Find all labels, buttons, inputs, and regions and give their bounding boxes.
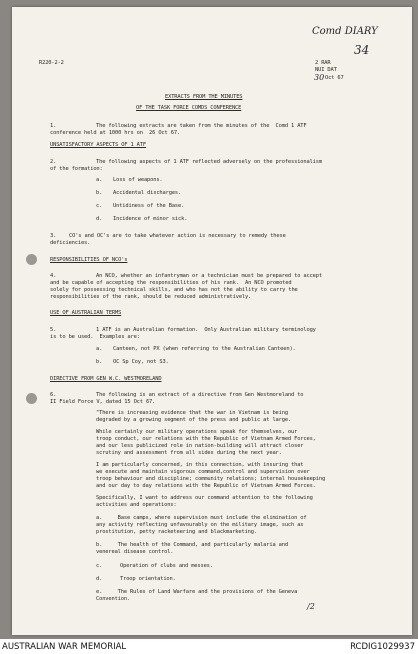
punch-hole [26, 254, 37, 265]
handwritten-diary-label: Comd DIARY [312, 26, 378, 37]
section-heading-directive: DIRECTIVE FROM GEN W.C. WESTMORELAND [50, 376, 162, 382]
location: NUI DAT [315, 67, 337, 73]
list-letter: a. [96, 346, 103, 352]
quote-line: troop behaviour and discipline; community relations; internal housekeeping [96, 476, 326, 482]
page-subtitle: OF THE TASK FORCE COMDS CONFERENCE [136, 105, 242, 111]
para-1-line: The following extracts are taken from the minutes of the Comd 1 ATF [96, 123, 307, 129]
archive-reference: RCDIG1029937 [350, 642, 415, 652]
punch-hole [26, 393, 37, 404]
para-2-line: of the formation: [50, 166, 103, 172]
unit-name: 2 RAR [315, 60, 331, 66]
para-2-number: 2. [50, 159, 57, 165]
para-4-line: An NCO, whether an infantryman or a technician must be prepared to accept [96, 273, 322, 279]
archive-name: AUSTRALIAN WAR MEMORIAL [2, 642, 127, 652]
quote-line: degraded by a growing segment of the press and public at large. [96, 417, 292, 423]
para-3-line: CO's and OC's are to take whatever action is necessary to remedy these [69, 233, 286, 239]
quote-line: we execute and maintain vigorous command,control and supervision over [96, 469, 310, 475]
list-letter: b. [96, 359, 103, 365]
para-5-number: 5. [50, 327, 57, 333]
file-reference: R220-2-2 [39, 60, 64, 66]
para-5-line: is to be used. Examples are: [50, 334, 140, 340]
directive-item-d: Troop orientation. [120, 576, 176, 582]
list-item: Canteen, not PX (when referring to the Australian Canteen). [113, 346, 296, 352]
quote-line: While certainly our military operations speak for themselves, our [96, 429, 298, 435]
list-item: Incidence of minor sick. [113, 216, 188, 222]
quote-line: and our day to day relations with the Republic of Vietnam Armed Forces. [96, 483, 316, 489]
directive-item-a: a. Base camps, where supervision must include the elimination of [96, 515, 307, 521]
quote-line: troop conduct, our relations with the Republic of Vietnam Armed Forces, [96, 436, 316, 442]
page-continuation-mark: /2 [307, 602, 315, 611]
para-2-line: The following aspects of 1 ATF reflected adversely on the professionalism [96, 159, 322, 165]
directive-item-e: Convention. [96, 596, 131, 602]
para-6-line: The following is an extract of a directive from Gen Westmoreland to [96, 392, 304, 398]
list-item: Loss of weapons. [113, 177, 163, 183]
directive-item-e: e. The Rules of Land Warfare and the provisions of the Geneva [96, 589, 298, 595]
directive-item-a: prostitution, petty racketeering and blackmarketing. [96, 529, 257, 535]
list-item: Accidental discharges. [113, 190, 182, 196]
list-letter: d. [96, 576, 103, 582]
document-page [12, 7, 412, 635]
list-letter: c. [96, 203, 103, 209]
list-letter: c. [96, 563, 103, 569]
para-4-line: solely for possessing technical skills, and who has not the ability to carry the [50, 287, 298, 293]
list-letter: a. [96, 177, 103, 183]
quote-line: and our less publicized role in nation-building will attract closer [96, 443, 304, 449]
list-letter: b. [96, 190, 103, 196]
section-heading-unsatisfactory: UNSATISFACTORY ASPECTS OF 1 ATF [50, 142, 146, 148]
quote-line: scrutiny and assessment from all sides during the next year. [96, 450, 282, 456]
quote-line: activities and operations: [96, 502, 177, 508]
para-4-line: and be capable of accepting the responsibilities of his rank. An NCO promoted [50, 280, 292, 286]
para-6-number: 6. [50, 392, 57, 398]
directive-item-c: Operation of clubs and messes. [120, 563, 213, 569]
directive-item-b: venereal disease control. [96, 549, 174, 555]
directive-item-b: b. The health of the Command, and particularly malaria and [96, 542, 288, 548]
handwritten-diary-number: 34 [354, 43, 370, 57]
para-3-line: deficiencies. [50, 240, 91, 246]
quote-line: I am particularly concerned, in this connection, with insuring that [96, 462, 304, 468]
para-3-number: 3. [50, 233, 57, 239]
handwritten-day: 30 [314, 73, 325, 82]
section-heading-terms: USE OF AUSTRALIAN TERMS [50, 310, 122, 316]
directive-item-a: any activity reflecting unfavourably on the military image, such as [96, 522, 304, 528]
para-4-number: 4. [50, 273, 57, 279]
page-title: EXTRACTS FROM THE MINUTES [165, 94, 243, 100]
quote-line: "There is increasing evidence that the war in Vietnam is being [96, 410, 288, 416]
para-6-line: II Field Force V, dated 15 Oct 67. [50, 399, 156, 405]
date-month-year: Oct 67 [325, 75, 344, 81]
archive-footer [0, 639, 418, 654]
para-4-line: responsibilities of the rank, should be reduced administratively. [50, 294, 252, 300]
para-1-line: conference held at 1000 hrs on 26 Oct 67. [50, 130, 181, 136]
list-item: OC Sp Coy, not S3. [113, 359, 169, 365]
section-heading-nco: RESPONSIBILITIES OF NCO's [50, 257, 128, 263]
list-item: Untidiness of the Base. [113, 203, 185, 209]
para-5-line: 1 ATF is an Australian formation. Only Australian military terminology [96, 327, 316, 333]
list-letter: d. [96, 216, 103, 222]
para-1-number: 1. [50, 123, 57, 129]
quote-line: Specifically, I want to address our command attention to the following [96, 495, 313, 501]
